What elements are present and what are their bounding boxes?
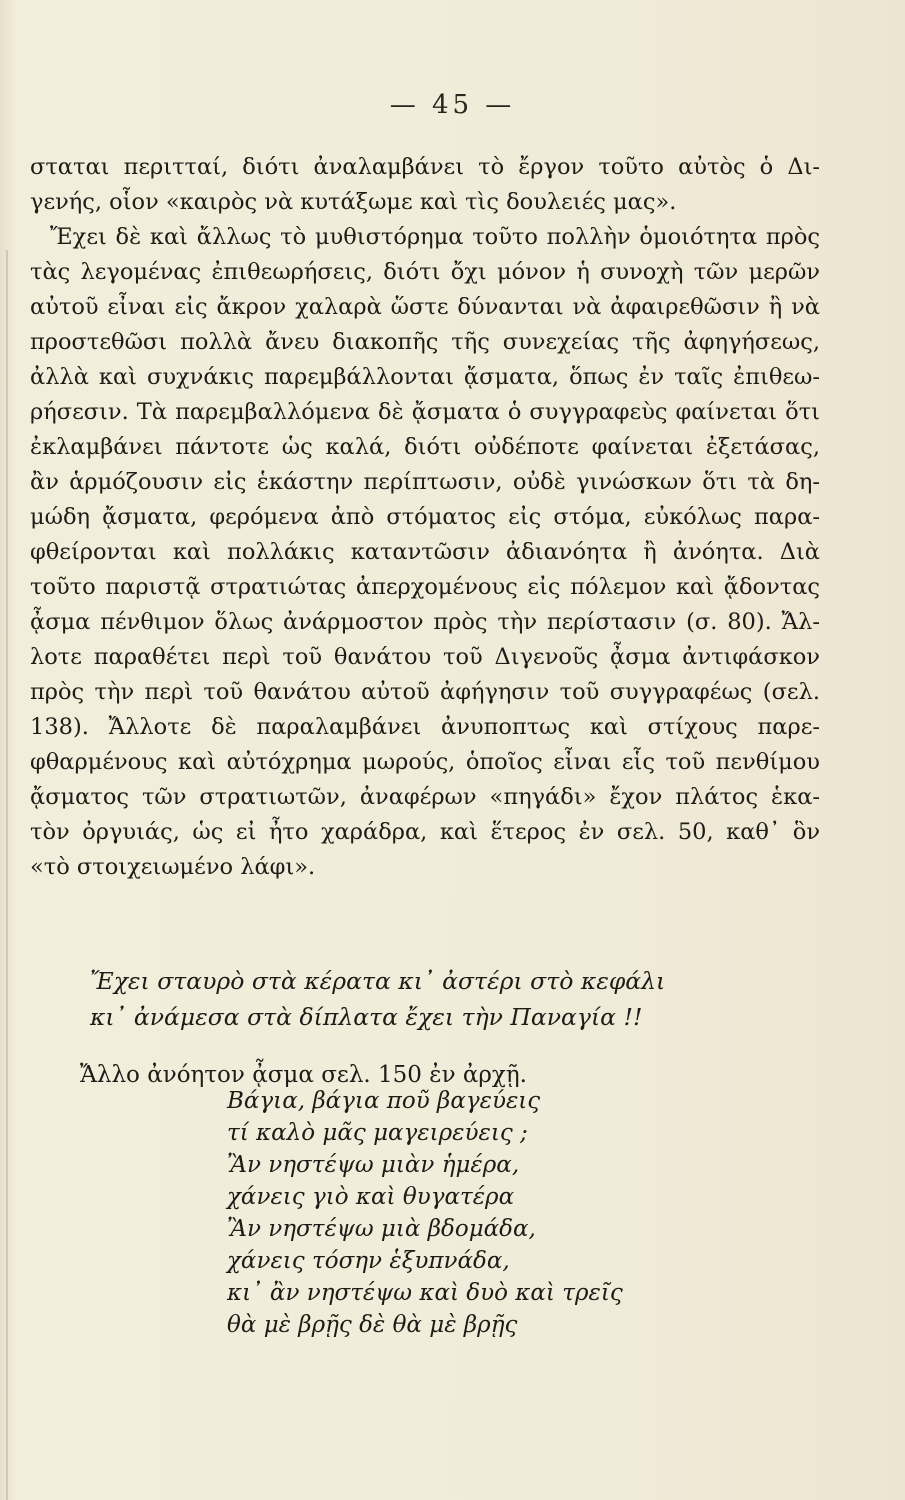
song-line: χάνεις γιὸ καὶ θυγατέρα xyxy=(227,1184,515,1210)
page-number: — 45 — xyxy=(389,90,516,120)
prose-line: γενής, οἷον «καιρὸς νὰ κυτάξωμε καὶ τὶς δουλειές μας». xyxy=(30,189,677,215)
prose-line: ᾆσμα πένθιμον ὅλως ἀνάρμοστον πρὸς τὴν περίστασιν (σ. 80). Ἄλ- xyxy=(30,609,820,635)
quoted-verse xyxy=(90,963,740,1035)
song-line: τί καλὸ μᾶς μαγειρεύεις ; xyxy=(227,1120,528,1146)
prose-line: σταται περιτταί, διότι ἀναλαμβάνει τὸ ἔργον τοῦτο αὐτὸς ὁ Δι- xyxy=(30,154,820,180)
prose-line: Ἔχει δὲ καὶ ἄλλως τὸ μυθιστόρημα τοῦτο πολλὴν ὁμοιότητα πρὸς xyxy=(50,224,820,250)
prose-line: λοτε παραθέτει περὶ τοῦ θανάτου τοῦ Διγενοῦς ᾆσμα ἀντιφάσκον xyxy=(30,644,820,670)
song-introduction: Ἄλλο ἀνόητον ᾆσμα σελ. 150 ἐν ἀρχῇ. xyxy=(80,1062,527,1088)
prose-line: ἀλλὰ καὶ συχνάκις παρεμβάλλονται ᾄσματα, ὅπως ἐν ταῖς ἐπιθεω- xyxy=(30,364,820,390)
prose-line: ἂν ἁρμόζουσιν εἰς ἑκάστην περίπτωσιν, οὐδὲ γινώσκων ὅτι τὰ δη- xyxy=(30,469,820,495)
verse-line: Ἔχει σταυρὸ στὰ κέρατα κι᾽ ἀστέρι στὸ κεφάλι xyxy=(90,967,666,995)
verse-line: κι᾽ ἀνάμεσα στὰ δίπλατα ἔχει τὴν Παναγία !! xyxy=(90,1003,643,1031)
song-line: κι᾽ ἂν νηστέψω καὶ δυὸ καὶ τρεῖς xyxy=(227,1280,623,1306)
prose-line: τὰς λεγομένας ἐπιθεωρήσεις, διότι ὄχι μόνον ἡ συνοχὴ τῶν μερῶν xyxy=(30,259,820,285)
prose-line: 138). Ἄλλοτε δὲ παραλαμβάνει ἀνυποπτως καὶ στίχους παρε- xyxy=(30,714,820,740)
prose-line: ρήσεσιν. Τὰ παρεμβαλλόμενα δὲ ᾄσματα ὁ συγγραφεὺς φαίνεται ὅτι xyxy=(30,399,820,425)
prose-line: προστεθῶσι πολλὰ ἄνευ διακοπῆς τῆς συνεχείας τῆς ἀφηγήσεως, xyxy=(30,329,820,355)
song-line: θὰ μὲ βρῇς δὲ θὰ μὲ βρῇς xyxy=(227,1312,518,1338)
prose-line: ἐκλαμβάνει πάντοτε ὡς καλά, διότι οὐδέποτε φαίνεται ἐξετάσας, xyxy=(30,434,820,460)
song-line: Ἂν νηστέψω μιὰν ἡμέρα, xyxy=(227,1152,520,1178)
prose-line: πρὸς τὴν περὶ τοῦ θανάτου αὐτοῦ ἀφήγησιν τοῦ συγγραφέως (σελ. xyxy=(30,679,820,705)
prose-line: «τὸ στοιχειωμένο λάφι». xyxy=(30,854,316,880)
binding-gutter-line xyxy=(6,250,8,1500)
prose-line: μώδη ᾄσματα, φερόμενα ἀπὸ στόματος εἰς στόμα, εὐκόλως παρα- xyxy=(30,504,820,530)
prose-line: φθαρμένους καὶ αὐτόχρημα μωρούς, ὁποῖος εἶναι εἷς τοῦ πενθίμου xyxy=(30,749,820,775)
prose-line: φθείρονται καὶ πολλάκις καταντῶσιν ἀδιανόητα ἢ ἀνόητα. Διὰ xyxy=(30,539,820,565)
prose-line: αὐτοῦ εἶναι εἰς ἄκρον χαλαρὰ ὥστε δύνανται νὰ ἀφαιρεθῶσιν ἢ νὰ xyxy=(30,294,820,320)
prose-block xyxy=(30,150,820,885)
song-line: Βάγια, βάγια ποῦ βαγεύεις xyxy=(227,1088,541,1114)
prose-line: τοῦτο παριστᾷ στρατιώτας ἀπερχομένους εἰς πόλεμον καὶ ᾄδοντας xyxy=(30,574,820,600)
quoted-song xyxy=(227,1085,647,1341)
prose-line: τὸν ὀργυιάς, ὡς εἰ ἦτο χαράδρα, καὶ ἕτερος ἐν σελ. 50, καθ᾽ ὃν xyxy=(30,819,820,845)
prose-line: ᾄσματος τῶν στρατιωτῶν, ἀναφέρων «πηγάδι» ἔχον πλάτος ἑκα- xyxy=(30,784,820,810)
song-line: χάνεις τόσην ἑξυπνάδα, xyxy=(227,1248,510,1274)
song-line: Ἂν νηστέψω μιὰ βδομάδα, xyxy=(227,1216,536,1242)
